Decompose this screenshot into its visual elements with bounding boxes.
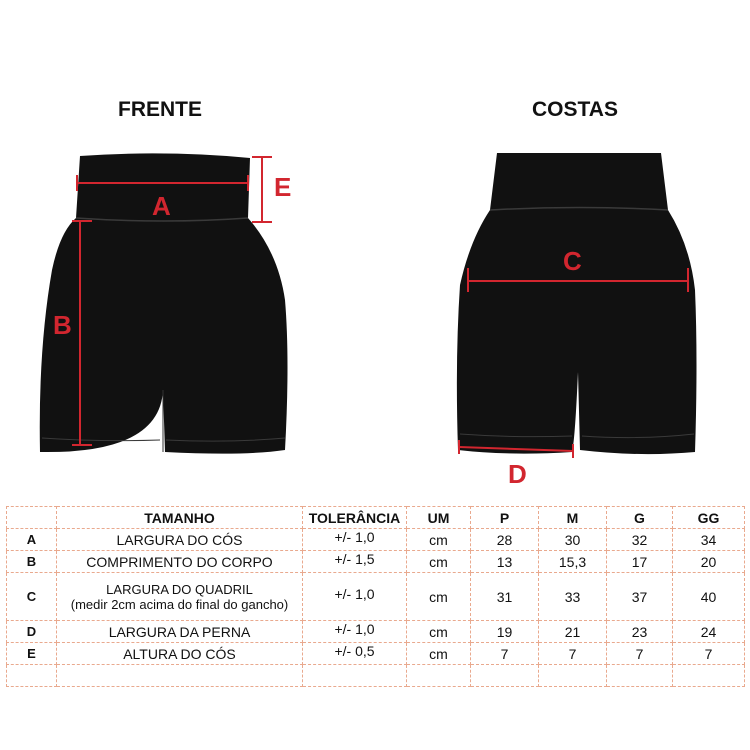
row-tolerance: [303, 551, 407, 573]
row-code: B: [7, 551, 57, 573]
header-gg: GG: [673, 507, 745, 529]
row-size-gg: 40: [673, 573, 745, 621]
measure-label-e: E: [274, 172, 292, 202]
header-g: G: [607, 507, 673, 529]
row-size-p: 13: [471, 551, 539, 573]
tolerance-value: +/- 1,5: [334, 550, 375, 567]
back-view-title: COSTAS: [532, 98, 618, 121]
row-measure-name: COMPRIMENTO DO CORPO: [57, 551, 303, 573]
empty-cell: [57, 665, 303, 687]
table-row: [7, 573, 745, 621]
size-chart-table: [6, 506, 745, 687]
empty-cell: [673, 665, 745, 687]
front-view-title: FRENTE: [118, 98, 202, 121]
row-size-g: 7: [607, 643, 673, 665]
tolerance-value: +/- 0,5: [334, 642, 375, 659]
row-size-m: 21: [539, 621, 607, 643]
empty-cell: [303, 665, 407, 687]
empty-cell: [7, 665, 57, 687]
row-size-gg: 24: [673, 621, 745, 643]
measure-label-b: B: [53, 310, 72, 340]
front-shorts-illustration: [40, 153, 292, 453]
row-unit: cm: [407, 621, 471, 643]
tolerance-value: +/- 1,0: [334, 620, 375, 637]
empty-cell: [471, 665, 539, 687]
table-row: [7, 551, 745, 573]
row-tolerance: [303, 621, 407, 643]
tolerance-value: +/- 1,0: [334, 528, 375, 545]
measure-label-d: D: [508, 459, 527, 489]
row-measure-name: LARGURA DA PERNA: [57, 621, 303, 643]
measure-name-main: LARGURA DO QUADRIL: [106, 581, 253, 597]
row-measure-name: [57, 573, 303, 621]
row-tolerance: [303, 573, 407, 621]
table-row: [7, 621, 745, 643]
row-size-g: 32: [607, 529, 673, 551]
row-unit: cm: [407, 573, 471, 621]
row-size-m: 15,3: [539, 551, 607, 573]
row-size-p: 19: [471, 621, 539, 643]
row-code: A: [7, 529, 57, 551]
empty-cell: [407, 665, 471, 687]
row-size-g: 37: [607, 573, 673, 621]
row-size-gg: 20: [673, 551, 745, 573]
row-size-g: 17: [607, 551, 673, 573]
row-unit: cm: [407, 529, 471, 551]
row-size-g: 23: [607, 621, 673, 643]
measure-label-a: A: [152, 191, 171, 221]
row-measure-name: LARGURA DO CÓS: [57, 529, 303, 551]
row-code: E: [7, 643, 57, 665]
row-tolerance: [303, 529, 407, 551]
table-row: [7, 643, 745, 665]
table-header-row: [7, 507, 745, 529]
measure-label-c: C: [563, 246, 582, 276]
row-size-p: 7: [471, 643, 539, 665]
row-size-m: 30: [539, 529, 607, 551]
back-shorts-body: [457, 153, 697, 454]
row-code: C: [7, 573, 57, 621]
header-size: TAMANHO: [57, 507, 303, 529]
header-p: P: [471, 507, 539, 529]
header-m: M: [539, 507, 607, 529]
tolerance-value: +/- 1,0: [334, 585, 375, 602]
empty-cell: [607, 665, 673, 687]
back-shorts-illustration: [457, 153, 697, 489]
row-code: D: [7, 621, 57, 643]
row-size-m: 7: [539, 643, 607, 665]
row-size-p: 28: [471, 529, 539, 551]
empty-cell: [539, 665, 607, 687]
row-size-gg: 34: [673, 529, 745, 551]
header-unit: UM: [407, 507, 471, 529]
row-unit: cm: [407, 551, 471, 573]
row-unit: cm: [407, 643, 471, 665]
row-size-p: 31: [471, 573, 539, 621]
table-empty-row: [7, 665, 745, 687]
table-row: [7, 529, 745, 551]
row-size-m: 33: [539, 573, 607, 621]
header-tolerance: TOLERÂNCIA: [303, 507, 407, 529]
row-measure-name: ALTURA DO CÓS: [57, 643, 303, 665]
row-tolerance: [303, 643, 407, 665]
row-size-gg: 7: [673, 643, 745, 665]
header-code: [7, 507, 57, 529]
measure-name-note: (medir 2cm acima do final do gancho): [70, 596, 289, 612]
